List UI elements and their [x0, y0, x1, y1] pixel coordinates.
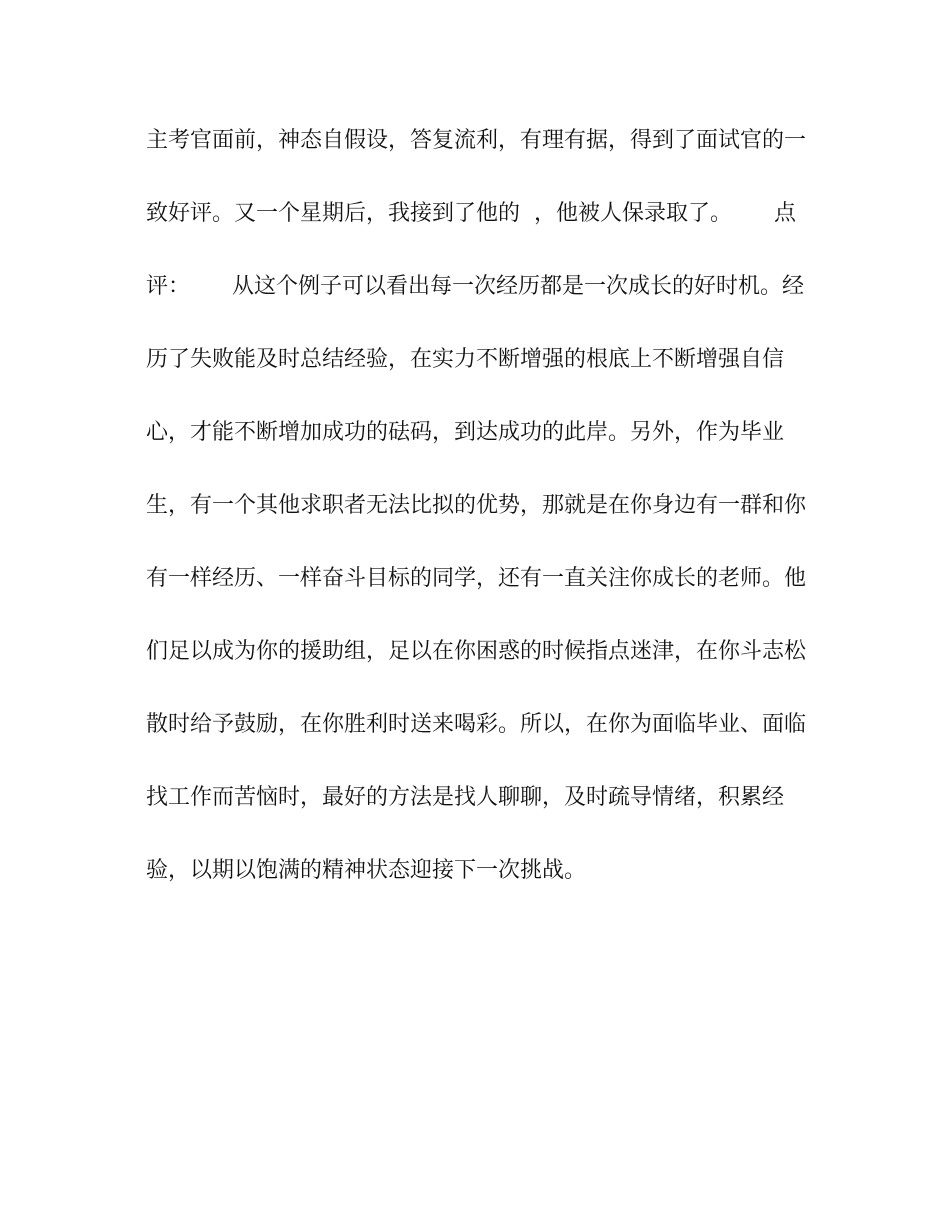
text-line-11: 验，以期以饱满的精神状态迎接下一次挑战。	[146, 858, 587, 883]
body-text	[146, 118, 806, 921]
text-line-8: 们足以成为你的援助组，足以在你困惑的时候指点迷津，在你斗志松	[146, 639, 806, 664]
text-line-9: 散时给予鼓励，在你胜利时送来喝彩。所以，在你为面临毕业、面临	[146, 712, 806, 737]
text-line-7: 有一样经历、一样奋斗目标的同学，还有一直关注你成长的老师。他	[146, 566, 806, 591]
text-line-5: 心，才能不断增加成功的砝码，到达成功的此岸。另外，作为毕业	[146, 420, 785, 445]
text-line-1: 主考官面前，神态自假设，答复流利，有理有据，得到了面试官的一	[146, 128, 806, 153]
text-line-10: 找工作而苦恼时，最好的方法是找人聊聊，及时疏导情绪，积累经	[146, 785, 785, 810]
text-line-4: 历了失败能及时总结经验，在实力不断增强的根底上不断增强自信	[146, 347, 785, 372]
text-line-3: 评： 从这个例子可以看出每一次经历都是一次成长的好时机。经	[146, 274, 804, 299]
text-line-2: 致好评。又一个星期后，我接到了他的 ，他被人保录取了。 点	[146, 201, 796, 226]
text-line-6: 生，有一个其他求职者无法比拟的优势，那就是在你身边有一群和你	[146, 493, 806, 518]
